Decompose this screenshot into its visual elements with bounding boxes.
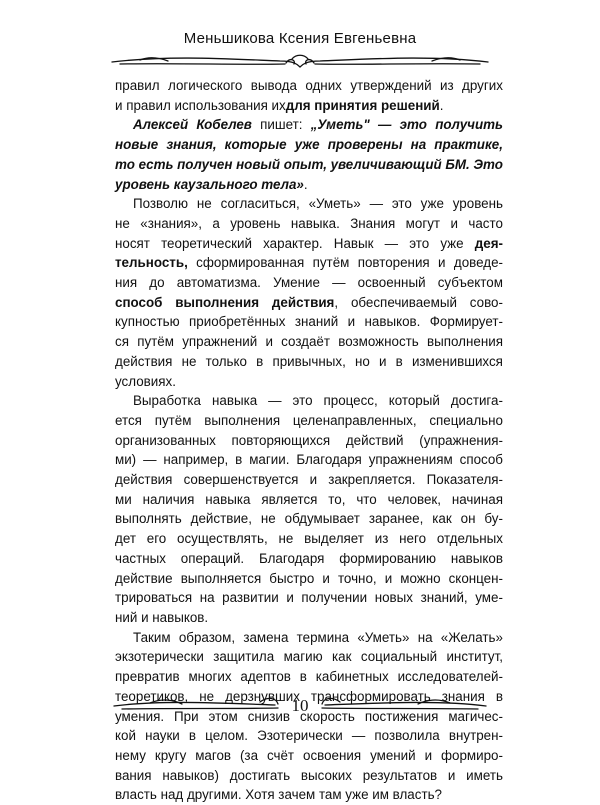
word: институт, (446, 649, 503, 665)
word: в (299, 669, 307, 685)
word: в (256, 353, 264, 369)
word: начиная (451, 491, 503, 507)
word: При (174, 708, 199, 724)
word: но (354, 353, 370, 369)
word: автоматизма. (176, 275, 261, 291)
word: логического (167, 78, 243, 93)
text-line (115, 96, 503, 116)
word: формированию (339, 550, 437, 566)
word: уровень (452, 196, 503, 212)
word: дет (115, 531, 136, 547)
word: магов (195, 747, 232, 763)
word: «Уметь» (308, 196, 361, 212)
word: согласиться, (220, 196, 300, 212)
word: навыка (212, 393, 258, 409)
text-line (115, 766, 503, 786)
word: целенаправленных, (292, 412, 417, 428)
word: «Уметь» (357, 629, 410, 645)
word: является (261, 491, 318, 507)
paragraph (115, 76, 503, 115)
word: — (143, 452, 157, 468)
word: навыков (450, 550, 503, 566)
word: это (391, 196, 412, 212)
word: на (199, 590, 215, 606)
word: до (149, 275, 165, 291)
word: позволила (374, 728, 440, 744)
word: выполнять (115, 511, 182, 527)
word: в (395, 353, 403, 369)
text-line (115, 647, 503, 667)
word: действий (345, 432, 404, 448)
word: обдумывает (284, 511, 360, 527)
word: увеличивающий (330, 156, 442, 172)
word: знаний (294, 314, 339, 330)
word: осуществлять, (177, 531, 268, 547)
word: отдельных (436, 531, 503, 547)
word: Знания (350, 215, 396, 231)
word: правил (115, 78, 160, 93)
word: Навык (333, 235, 374, 251)
word: характер. (263, 235, 323, 251)
word: бу- (484, 511, 503, 527)
word: кругу (154, 747, 187, 763)
word: сформированная (196, 255, 305, 271)
text-run: ний и навыков. (115, 609, 209, 625)
word: и (447, 767, 456, 783)
text-line (115, 115, 503, 135)
word: на (417, 629, 433, 645)
word: образом, (178, 629, 236, 645)
word: ся (115, 334, 129, 350)
word: действия (271, 294, 335, 310)
word: дерзнувших (225, 688, 300, 704)
word: путём (137, 334, 174, 350)
word: новых (374, 590, 413, 606)
word: Таким (133, 629, 171, 645)
word: и (322, 570, 330, 586)
word: развитии (222, 590, 279, 606)
word: то, (328, 491, 346, 507)
word: теоретиков, (115, 688, 189, 704)
word: него (399, 531, 427, 547)
word: человек, (387, 491, 441, 507)
word: Кобелев (196, 117, 252, 133)
word: науки (145, 728, 180, 744)
running-header: Меньшикова Ксения Евгеньевна (183, 30, 417, 47)
word: в (235, 452, 243, 468)
text-line (115, 293, 503, 313)
text-line (115, 194, 503, 214)
word: адептов (240, 669, 291, 685)
word: выполнения (427, 334, 503, 350)
word: часто (468, 215, 503, 231)
word: превратив (115, 669, 180, 685)
word: достига- (450, 393, 503, 409)
text-line (115, 391, 503, 411)
text-line (115, 509, 503, 529)
text-line (115, 667, 503, 687)
page-number: 10 (291, 696, 309, 715)
word: «знания», (140, 215, 202, 231)
word: Эзотерически (257, 728, 343, 744)
text-line (115, 529, 503, 549)
text-line (115, 490, 503, 510)
word: кабинетных (315, 669, 389, 685)
header-ornament (110, 50, 490, 72)
text-line (115, 746, 503, 766)
text-line (115, 726, 503, 746)
word: купностью (115, 314, 180, 330)
word: доведе- (453, 255, 503, 271)
word: — (384, 235, 399, 251)
word: защитила (213, 649, 275, 665)
text-line (115, 372, 503, 392)
word: „Уметь" (310, 117, 370, 133)
word: замена (243, 629, 289, 645)
text-run: уровень каузального тела» (115, 176, 304, 192)
text-run: . (439, 97, 444, 113)
text-line (115, 332, 503, 352)
word: Умение (273, 275, 320, 291)
word: могут (405, 215, 441, 231)
word: результатов (362, 767, 438, 783)
word: Показателя- (426, 472, 503, 488)
word: это (409, 235, 430, 251)
word: Формирует- (429, 314, 503, 330)
word: ния (115, 275, 138, 291)
word: уже (420, 196, 444, 212)
paragraph (115, 115, 503, 194)
word: трироваться (115, 590, 193, 606)
word: путём (312, 255, 350, 271)
word: выделяет (304, 531, 364, 547)
word: операций. (180, 550, 245, 566)
word: опыт, (283, 156, 327, 172)
word: на (410, 137, 427, 153)
word: сово- (469, 294, 503, 310)
word: ми) (115, 452, 137, 468)
word: достигать (229, 767, 291, 783)
word: освоения (303, 747, 362, 763)
word: одних (305, 78, 342, 93)
word: уме- (475, 590, 503, 606)
word: знания (441, 688, 485, 704)
text-line (115, 155, 503, 175)
word: действие (115, 570, 173, 586)
text-run: и правил использования их (115, 97, 286, 113)
word: формиро- (441, 747, 503, 763)
word: который (388, 393, 440, 409)
word: это (399, 117, 427, 133)
word: новые (115, 137, 159, 153)
word: как (432, 511, 452, 527)
word: получен (177, 156, 233, 172)
text-line (115, 273, 503, 293)
word: и (309, 472, 318, 488)
word: дея- (474, 235, 503, 251)
text-line (115, 253, 503, 273)
word: вывода (250, 78, 297, 93)
word: и (347, 314, 356, 330)
word: навыков) (162, 767, 219, 783)
word: заранее, (368, 511, 424, 527)
word: внутрен- (448, 728, 503, 744)
footer (110, 690, 490, 720)
word: изменившихся (411, 353, 503, 369)
word: Выработка (133, 393, 202, 409)
word: магичес- (448, 708, 503, 724)
text-line (115, 214, 503, 234)
word: это (292, 393, 313, 409)
word: и (265, 334, 273, 350)
text-line (115, 411, 503, 431)
word: возможность (338, 334, 419, 350)
word: новый (236, 156, 281, 172)
text-line (115, 549, 503, 569)
word: других (462, 78, 503, 93)
word: процесс, (323, 393, 378, 409)
word: пишет: (260, 117, 303, 133)
word: носят (115, 235, 150, 251)
word: действие, (190, 511, 252, 527)
word: упражнений (182, 334, 258, 350)
word: многих (188, 669, 232, 685)
text-line (115, 470, 503, 490)
text-line (115, 234, 503, 254)
word: способ (459, 452, 503, 468)
word: термина (296, 629, 350, 645)
word: высоких (300, 767, 352, 783)
word: уровень (230, 215, 281, 231)
word: наличия (142, 491, 195, 507)
word: (за (239, 747, 259, 763)
word: БМ. (445, 156, 470, 172)
word: действия (115, 353, 173, 369)
word: получении (301, 590, 368, 606)
word: скорость (299, 708, 355, 724)
word: иметь (466, 767, 503, 783)
word: магии. (249, 452, 290, 468)
text-run: . (303, 176, 308, 192)
word: что (356, 491, 377, 507)
text-line (115, 135, 503, 155)
word: в (495, 688, 503, 704)
word: есть (138, 156, 174, 172)
word: как (332, 649, 352, 665)
word: этом (208, 708, 238, 724)
word: Позволю (133, 196, 189, 212)
word: специально (429, 412, 503, 428)
word: из (374, 531, 389, 547)
word: выполнения (204, 412, 281, 428)
word: не (181, 353, 197, 369)
paragraph (115, 391, 503, 627)
word: действия (115, 472, 173, 488)
word: повторения (357, 255, 430, 271)
word: быстро (269, 570, 315, 586)
word: счёт (266, 747, 295, 763)
word: способ (115, 294, 163, 310)
word: получить (435, 117, 503, 133)
word: и (424, 747, 433, 763)
word: магию (283, 649, 323, 665)
word: кой (115, 728, 136, 744)
word: постижения (364, 708, 439, 724)
text-run: власть над другими. Хотя зачем там уже им власть? (115, 787, 442, 803)
text-line (115, 450, 503, 470)
word: и (450, 215, 458, 231)
word: практике, (434, 137, 503, 153)
word: теоретический (161, 235, 252, 251)
word: навыков. (364, 314, 421, 330)
word: точно, (337, 570, 377, 586)
word: — (377, 117, 392, 133)
word: выполняется (180, 570, 262, 586)
word: создаёт (281, 334, 331, 350)
word: не (115, 215, 130, 231)
word: экзотерически (115, 649, 204, 665)
word: Алексей (133, 117, 189, 133)
word: не (278, 531, 294, 547)
word: — (351, 728, 366, 744)
word: не (199, 688, 215, 704)
word: — (369, 196, 383, 212)
word: Благодаря (258, 550, 325, 566)
word: нему (115, 747, 146, 763)
word: тельность, (115, 255, 188, 271)
text-run: для принятия решений (285, 97, 440, 113)
word: — (332, 275, 346, 291)
word: упражнениям (368, 452, 453, 468)
word: а (212, 215, 220, 231)
word: уже (294, 137, 320, 153)
word: (упражнения- (419, 432, 503, 448)
word: умения. (115, 708, 165, 724)
word: обеспечиваемый (350, 294, 457, 310)
word: можно (400, 570, 441, 586)
word: и (438, 255, 446, 271)
word: субъектом (437, 275, 503, 291)
word: только (205, 353, 247, 369)
word: освоенный (357, 275, 426, 291)
word: навыка (205, 491, 251, 507)
word: закрепляется. (328, 472, 416, 488)
text-line (115, 588, 503, 608)
word: путём (154, 412, 192, 428)
word: которые (224, 137, 287, 153)
word: ми (115, 491, 132, 507)
word: умений (370, 747, 416, 763)
word: «Желать» (440, 629, 503, 645)
word: Благодаря (296, 452, 362, 468)
word: навыка. (290, 215, 340, 231)
word: знания, (166, 137, 217, 153)
word: проверены (327, 137, 403, 153)
word: снизив (247, 708, 291, 724)
word: не (260, 511, 276, 527)
word: повторяющихся (231, 432, 331, 448)
word: , (334, 294, 339, 310)
word: — (268, 393, 282, 409)
text-line (115, 608, 503, 628)
text-line (115, 785, 503, 805)
word: исследователей- (397, 669, 503, 685)
word: приобретённых (189, 314, 286, 330)
word: сконцен- (448, 570, 503, 586)
word: и (286, 590, 294, 606)
word: трансформировать (310, 688, 431, 704)
text-line (115, 352, 503, 372)
word: вания (115, 767, 152, 783)
text-line (115, 76, 503, 96)
word: Это (473, 156, 503, 172)
word: например, (163, 452, 229, 468)
text-line (115, 431, 503, 451)
word: выполнения (175, 294, 260, 310)
word: его (146, 531, 167, 547)
word: знаний, (420, 590, 468, 606)
text-line (115, 628, 503, 648)
word: и (378, 353, 387, 369)
word: социальный (360, 649, 438, 665)
paragraph (115, 194, 503, 391)
word: уже (440, 235, 464, 251)
word: то (115, 156, 135, 172)
word: совершенствуется (183, 472, 299, 488)
word: привычных, (272, 353, 346, 369)
text-line (115, 175, 503, 195)
word: ется (115, 412, 142, 428)
word: организованных (115, 432, 216, 448)
word: и (384, 570, 393, 586)
word: частных (115, 550, 166, 566)
text-line (115, 312, 503, 332)
word: из (440, 78, 454, 93)
text-run: условиях. (115, 373, 176, 389)
word: он (460, 511, 476, 527)
text-line (115, 569, 503, 589)
word: утверждений (350, 78, 432, 93)
word: в (188, 728, 197, 744)
word (272, 293, 338, 313)
word: целом. (205, 728, 249, 744)
word: не (196, 196, 212, 212)
